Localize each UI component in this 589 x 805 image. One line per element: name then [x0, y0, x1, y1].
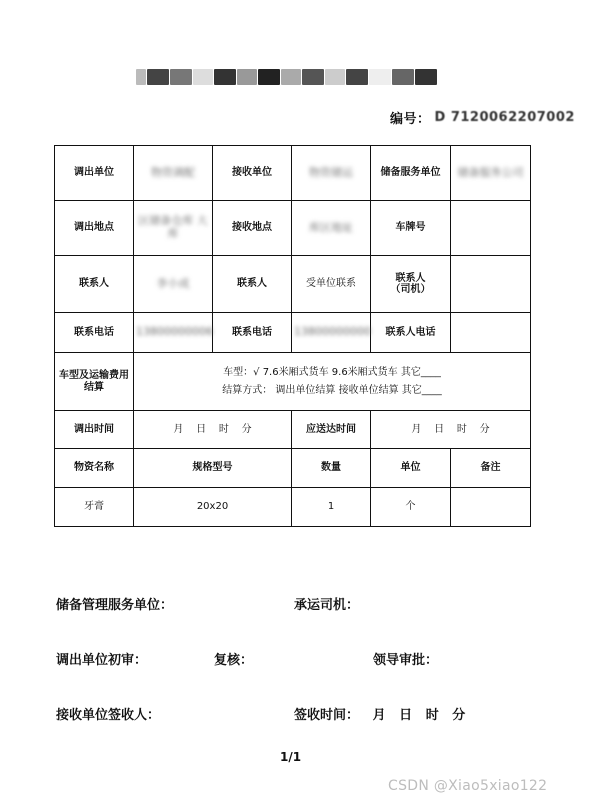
label-driver-contact: 联系人 （司机）	[371, 256, 451, 313]
label-receiving-location: 接收地点	[213, 201, 292, 256]
dispatch-form-table	[54, 145, 531, 527]
value-dispatch-location: 区储备仓库 大库	[134, 201, 213, 256]
label-phone-2: 联系电话	[213, 313, 292, 353]
label-dispatch-unit: 调出单位	[55, 146, 134, 201]
signature-time: 签收时间： 月 日 时 分	[294, 708, 466, 723]
header-goods-name: 物资名称	[55, 449, 134, 488]
label-dispatch-time: 调出时间	[55, 411, 134, 449]
header-remarks: 备注	[451, 449, 531, 488]
label-phone-1: 联系电话	[55, 313, 134, 353]
row-phones	[55, 313, 531, 353]
label-receiving-unit: 接收单位	[213, 146, 292, 201]
signature-leader-approval: 领导审批：	[373, 653, 439, 668]
value-dispatch-unit: 物资调配	[134, 146, 213, 201]
document-number	[390, 108, 575, 127]
value-contact-1: 李小成	[134, 256, 213, 313]
cell-goods-name: 牙膏	[55, 488, 134, 527]
document-number-value: D 7120062207002	[434, 110, 575, 125]
row-locations	[55, 201, 531, 256]
settlement-method-line: 结算方式： 调出单位结算 接收单位结算 其它____	[222, 385, 442, 396]
label-driver-phone: 联系人电话	[371, 313, 451, 353]
vehicle-type-line: 车型：√ 7.6米厢式货车 9.6米厢式货车 其它____	[223, 366, 441, 378]
row-goods-header	[55, 449, 531, 488]
cell-spec-model: 20x20	[134, 488, 292, 527]
value-plate-number	[451, 201, 531, 256]
page-number: 1/1	[280, 750, 302, 764]
label-vehicle-settlement: 车型及运输费用结算	[55, 353, 134, 411]
cell-quantity: 1	[292, 488, 371, 527]
label-contact-1: 联系人	[55, 256, 134, 313]
signature-driver: 承运司机：	[294, 598, 360, 613]
label-reserve-service-unit: 储备服务单位	[371, 146, 451, 201]
row-times	[55, 411, 531, 449]
value-contact-2: 受单位联系	[292, 256, 371, 313]
header-unit: 单位	[371, 449, 451, 488]
row-vehicle-settlement	[55, 353, 531, 411]
label-plate-number: 车牌号	[371, 201, 451, 256]
value-reserve-service-unit: 储备服务公司	[451, 146, 531, 201]
signature-initial-review: 调出单位初审：	[56, 653, 148, 668]
value-receiving-location: 库区地址	[292, 201, 371, 256]
row-contacts	[55, 256, 531, 313]
signature-receiver: 接收单位签收人：	[56, 708, 161, 723]
page-title-redacted	[136, 62, 448, 92]
label-dispatch-location: 调出地点	[55, 201, 134, 256]
table-row	[55, 488, 531, 527]
document-number-label: 编号：	[390, 112, 431, 127]
value-dispatch-time: 月 日 时 分	[134, 411, 292, 449]
value-driver-contact	[451, 256, 531, 313]
vehicle-settlement-options	[134, 353, 531, 411]
watermark-text: CSDN @Xiao5xiao122	[388, 778, 548, 794]
value-receiving-unit: 物资储运	[292, 146, 371, 201]
header-quantity: 数量	[292, 449, 371, 488]
header-spec-model: 规格型号	[134, 449, 292, 488]
cell-unit: 个	[371, 488, 451, 527]
value-phone-1: 13800000006	[134, 313, 213, 353]
label-contact-2: 联系人	[213, 256, 292, 313]
value-driver-phone	[451, 313, 531, 353]
value-phone-2: 13800000000	[292, 313, 371, 353]
signature-recheck: 复核：	[214, 653, 254, 668]
row-units	[55, 146, 531, 201]
signature-reserve-unit: 储备管理服务单位：	[56, 598, 174, 613]
value-delivery-deadline: 月 日 时 分	[371, 411, 531, 449]
label-delivery-deadline: 应送达时间	[292, 411, 371, 449]
cell-remarks	[451, 488, 531, 527]
